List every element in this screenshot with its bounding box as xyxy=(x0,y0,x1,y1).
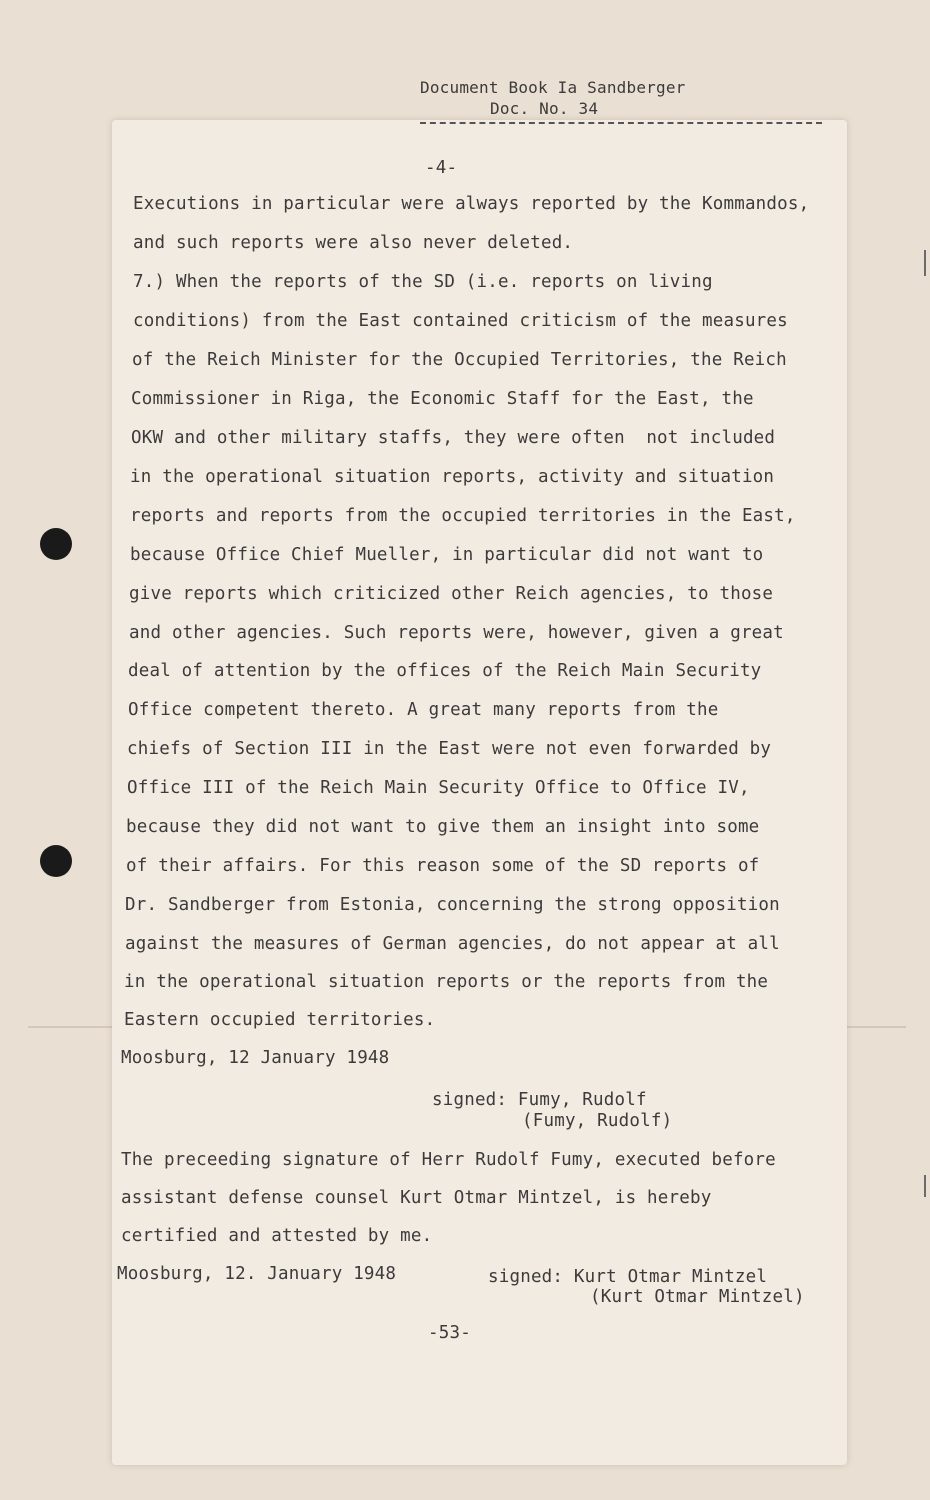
body-line: against the measures of German agencies, do not appear at all xyxy=(125,934,780,954)
body-line: because they did not want to give them an insight into some xyxy=(126,817,760,837)
signature-mintzel: signed: Kurt Otmar Mintzel xyxy=(488,1267,768,1287)
document-book-reference: Document Book Ia Sandberger xyxy=(420,78,686,97)
body-line: of the Reich Minister for the Occupied Territories, the Reich xyxy=(132,350,787,370)
body-line: reports and reports from the occupied territories in the East, xyxy=(130,506,796,526)
body-line: Dr. Sandberger from Estonia, concerning the strong opposition xyxy=(125,895,780,915)
body-line: and such reports were also never deleted. xyxy=(133,233,574,253)
body-line: 7.) When the reports of the SD (i.e. reports on living xyxy=(133,272,713,292)
page-number: -53- xyxy=(428,1323,471,1343)
page-marker: -4- xyxy=(425,158,458,178)
body-line: OKW and other military staffs, they were often not included xyxy=(131,428,776,448)
body-line: of their affairs. For this reason some of the SD reports of xyxy=(126,856,760,876)
punch-hole xyxy=(40,528,72,560)
body-line: Eastern occupied territories. xyxy=(124,1010,436,1030)
body-line: because Office Chief Mueller, in particular did not want to xyxy=(130,545,764,565)
body-line: give reports which criticized other Reich agencies, to those xyxy=(129,584,774,604)
body-line: Office III of the Reich Main Security Office to Office IV, xyxy=(127,778,750,798)
body-line: chiefs of Section III in the East were not even forwarded by xyxy=(127,739,772,759)
body-line: and other agencies. Such reports were, however, given a great xyxy=(129,623,784,643)
punch-hole xyxy=(40,845,72,877)
body-line: in the operational situation reports or the reports from the xyxy=(124,972,769,992)
certification-line: assistant defense counsel Kurt Otmar Mintzel, is hereby xyxy=(121,1188,712,1208)
header-dashed-rule xyxy=(420,122,822,124)
body-line: Commissioner in Riga, the Economic Staff for the East, the xyxy=(131,389,754,409)
certification-line: The preceeding signature of Herr Rudolf Fumy, executed before xyxy=(121,1150,776,1170)
document-number: Doc. No. 34 xyxy=(490,99,599,118)
signature-mintzel-name: (Kurt Otmar Mintzel) xyxy=(590,1287,805,1307)
signature-fumy: signed: Fumy, Rudolf xyxy=(432,1090,647,1110)
edge-mark xyxy=(924,1175,926,1197)
place-and-date: Moosburg, 12 January 1948 xyxy=(121,1048,390,1068)
signature-fumy-name: (Fumy, Rudolf) xyxy=(522,1111,673,1131)
body-line: Executions in particular were always reported by the Kommandos, xyxy=(133,194,810,214)
edge-mark xyxy=(924,250,926,276)
certification-place-and-date: Moosburg, 12. January 1948 xyxy=(117,1264,397,1284)
body-line: deal of attention by the offices of the Reich Main Security xyxy=(128,661,762,681)
certification-line: certified and attested by me. xyxy=(121,1226,433,1246)
body-line: in the operational situation reports, activity and situation xyxy=(130,467,775,487)
body-line: Office competent thereto. A great many reports from the xyxy=(128,700,719,720)
body-line: conditions) from the East contained criticism of the measures xyxy=(133,311,788,331)
